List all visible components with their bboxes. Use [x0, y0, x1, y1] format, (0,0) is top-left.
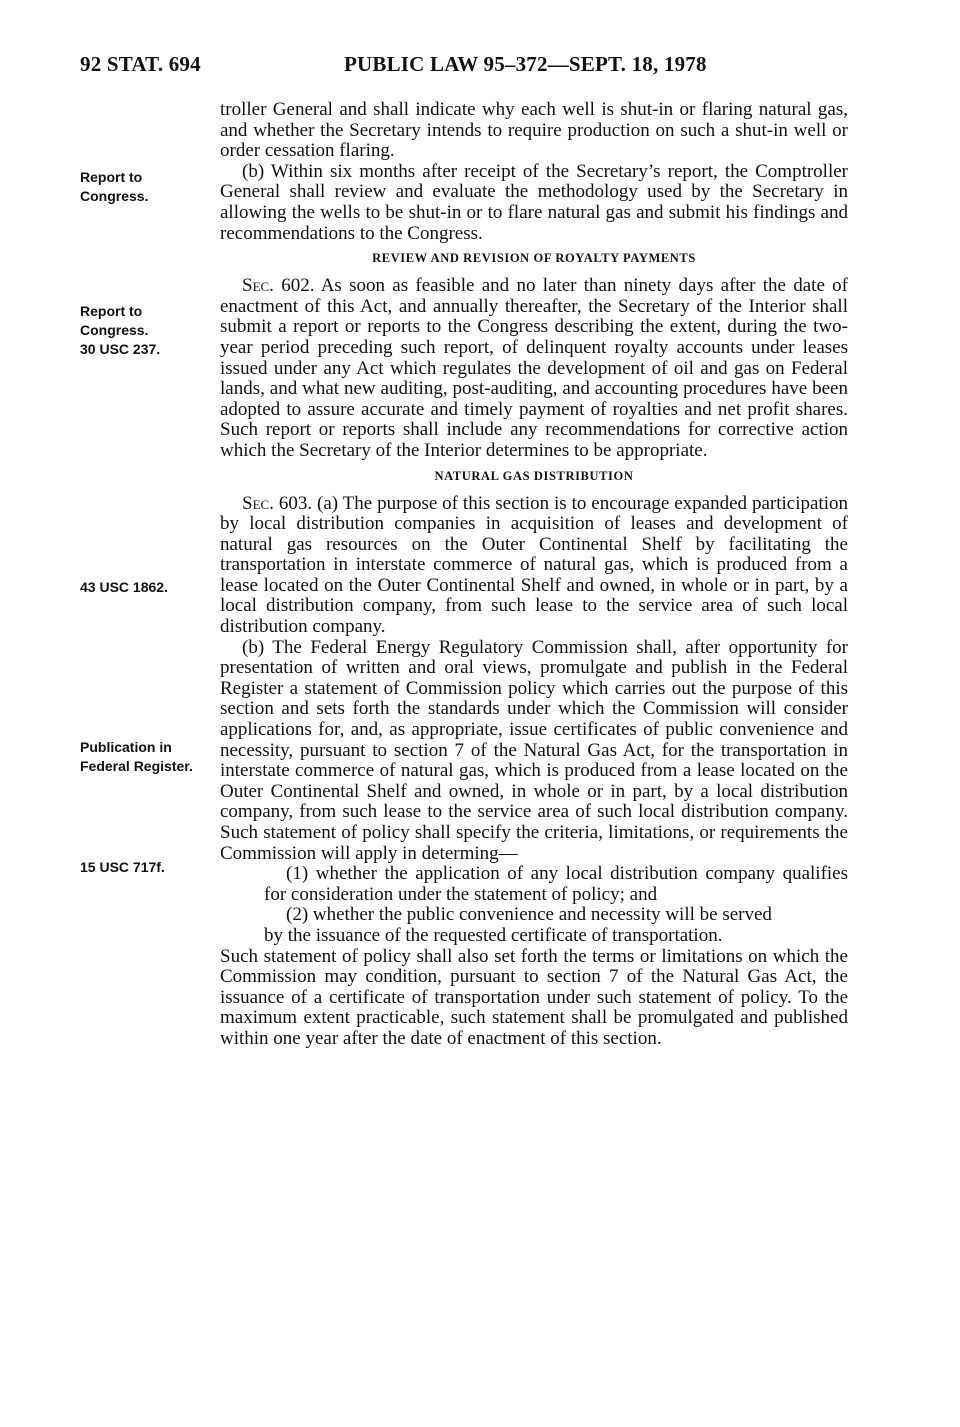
- closing-paragraph: Such statement of policy shall also set forth the terms or limitations on which the Commission may condition, pursuant to section 7 of the Natural Gas Act, the issuance of a certificate of transportation under such statement of policy. To the maximum extent practicable, such statement shall be promulgated and published within one year after the date of enactment of this section.: [220, 945, 848, 1049]
- section-heading-royalty: REVIEW AND REVISION OF ROYALTY PAYMENTS: [372, 251, 696, 266]
- section-603a-text: (a) The purpose of this section is to encourage expanded participation by local distribution companies in acquisition of leases and development of natural gas resources on the Outer Continental Shelf by facilitating the transportation in interstate commerce of natural gas, which is produced from a lease located on the Outer Continental Shelf and owned, in whole or in part, by a local distribution company, from such lease to the service area of such local distribution company.: [220, 492, 848, 638]
- page-header: [80, 52, 860, 82]
- list-item-2-continuation: by the issuance of the requested certificate of transportation.: [264, 924, 723, 946]
- margin-note-43-usc-1862: 43 USC 1862.: [80, 579, 168, 595]
- section-602-label: Sec. 602.: [242, 275, 315, 297]
- statute-page-number: 92 STAT. 694: [80, 52, 201, 76]
- paragraph-b-comptroller-review: (b) Within six months after receipt of the Secretary’s report, the Comptroller General shall review and evaluate the methodology used by the Secretary in allowing the wells to be shut-in or to flare natural gas and submit his findings and recommendations to the Congress.: [220, 160, 848, 244]
- margin-note-15-usc-717f: 15 USC 717f.: [80, 859, 165, 875]
- section-603b: (b) The Federal Energy Regulatory Commission shall, after opportunity for presentation of written and oral views, promulgate and publish in the Federal Register a statement of Commission policy which carries out the purpose of this section and sets forth the standards under which the Commission will consider applications for, and, as appropriate, issue certificates of public convenience and necessity, pursuant to section 7 of the Natural Gas Act, for the transportation in interstate commerce of natural gas, which is produced from a lease located on the Outer Continental Shelf and owned, in whole or in part, by a local distribution company, from such lease to the service area of such local distribution company. Such statement of policy shall specify the criteria, limitations, or requirements the Commission will apply in determing—: [220, 636, 848, 864]
- margin-note-publication-federal-register: Publication in Federal Register.: [80, 739, 193, 774]
- list-item-1: (1) whether the application of any local distribution company qualifies for consideration under the statement of policy; and: [264, 863, 848, 905]
- margin-note-report-to-congress-1: Report to Congress.: [80, 169, 149, 204]
- section-602: [220, 276, 848, 461]
- section-603-label: Sec. 603.: [242, 492, 313, 514]
- margin-note-report-to-congress-2: Report to Congress. 30 USC 237.: [80, 303, 161, 357]
- paragraph-continuation: troller General and shall indicate why each well is shut-in or flaring natural gas, and whether the Secretary intends to require production on such a shut-in well or order cessation flaring.: [220, 99, 848, 162]
- body-text-column: [220, 100, 848, 1050]
- section-602-text: As soon as feasible and no later than ninety days after the date of enactment of this Act, and annually thereafter, the Secretary of the Interior shall submit a report or reports to the Congress describing the extent, during the two-year period preceding such report, of delinquent royalty accounts under leases issued under any Act which regulates the development of oil and gas on Federal lands, and what new auditing, post-auditing, and accounting procedures have been adopted to assure accurate and timely payment of royalties and net profit shares. Such report or reports shall include any recommendations for corrective action which the Secretary of the Interior determines to be appropriate.: [220, 275, 848, 461]
- list-item-2: (2) whether the public convenience and necessity will be served: [286, 904, 772, 926]
- section-heading-natural-gas: NATURAL GAS DISTRIBUTION: [434, 468, 634, 483]
- section-603a: [220, 494, 848, 638]
- public-law-title: PUBLIC LAW 95–372—SEPT. 18, 1978: [344, 52, 707, 76]
